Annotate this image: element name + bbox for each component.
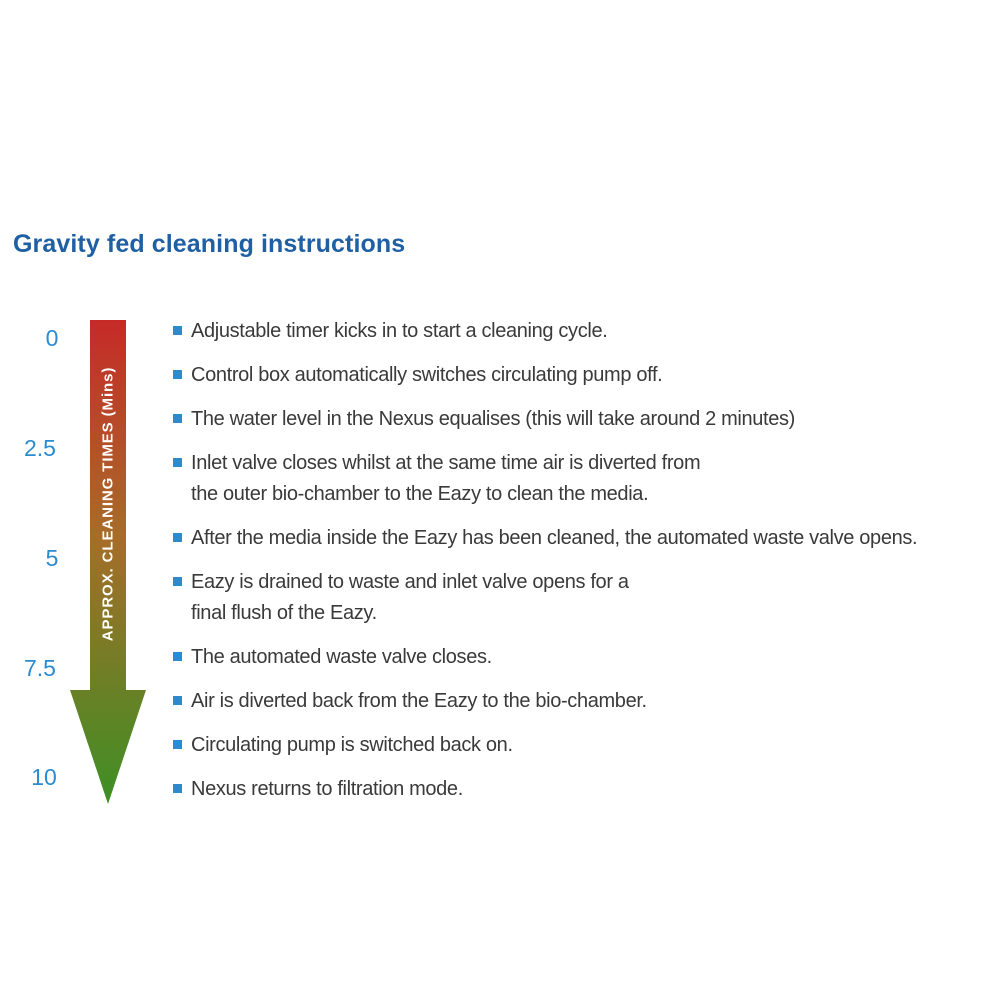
square-bullet-icon (173, 458, 182, 467)
list-item (172, 730, 997, 761)
step-text-line: Eazy is drained to waste and inlet valve opens for a (191, 571, 629, 593)
time-tick-10: 10 (31, 764, 57, 790)
step-text-line: After the media inside the Eazy has been cleaned, the automated waste valve opens. (191, 527, 918, 549)
time-tick-2-5: 2.5 (24, 435, 56, 461)
time-tick-7-5: 7.5 (24, 655, 56, 681)
step-text-line: The automated waste valve closes. (191, 646, 492, 668)
step-text-line: Control box automatically switches circulating pump off. (191, 364, 663, 386)
list-item (172, 360, 997, 391)
list-item (172, 567, 997, 629)
square-bullet-icon (173, 740, 182, 749)
page-title: Gravity fed cleaning instructions (13, 230, 406, 258)
step-text-line: Circulating pump is switched back on. (191, 734, 513, 756)
square-bullet-icon (173, 652, 182, 661)
step-text-line: Adjustable timer kicks in to start a cleaning cycle. (191, 320, 608, 342)
square-bullet-icon (173, 577, 182, 586)
list-item (172, 404, 997, 435)
square-bullet-icon (173, 784, 182, 793)
time-tick-0: 0 (45, 325, 59, 351)
square-bullet-icon (173, 696, 182, 705)
instruction-list (172, 316, 997, 818)
square-bullet-icon (173, 370, 182, 379)
time-tick-5: 5 (45, 545, 59, 571)
list-item (172, 448, 997, 510)
list-item (172, 686, 997, 717)
step-text-line: Inlet valve closes whilst at the same time air is diverted from (191, 452, 701, 474)
step-text-line: the outer bio-chamber to the Eazy to clean the media. (191, 483, 649, 505)
step-text-line: The water level in the Nexus equalises (this will take around 2 minutes) (191, 408, 795, 430)
list-item (172, 774, 997, 805)
square-bullet-icon (173, 533, 182, 542)
step-text-line: Air is diverted back from the Eazy to the bio-chamber. (191, 690, 647, 712)
square-bullet-icon (173, 414, 182, 423)
list-item (172, 316, 997, 347)
axis-label: APPROX. CLEANING TIMES (Mins) (99, 366, 117, 642)
step-text-line: Nexus returns to filtration mode. (191, 778, 463, 800)
step-text-line: final flush of the Eazy. (191, 602, 377, 624)
list-item (172, 642, 997, 673)
square-bullet-icon (173, 326, 182, 335)
list-item (172, 523, 997, 554)
